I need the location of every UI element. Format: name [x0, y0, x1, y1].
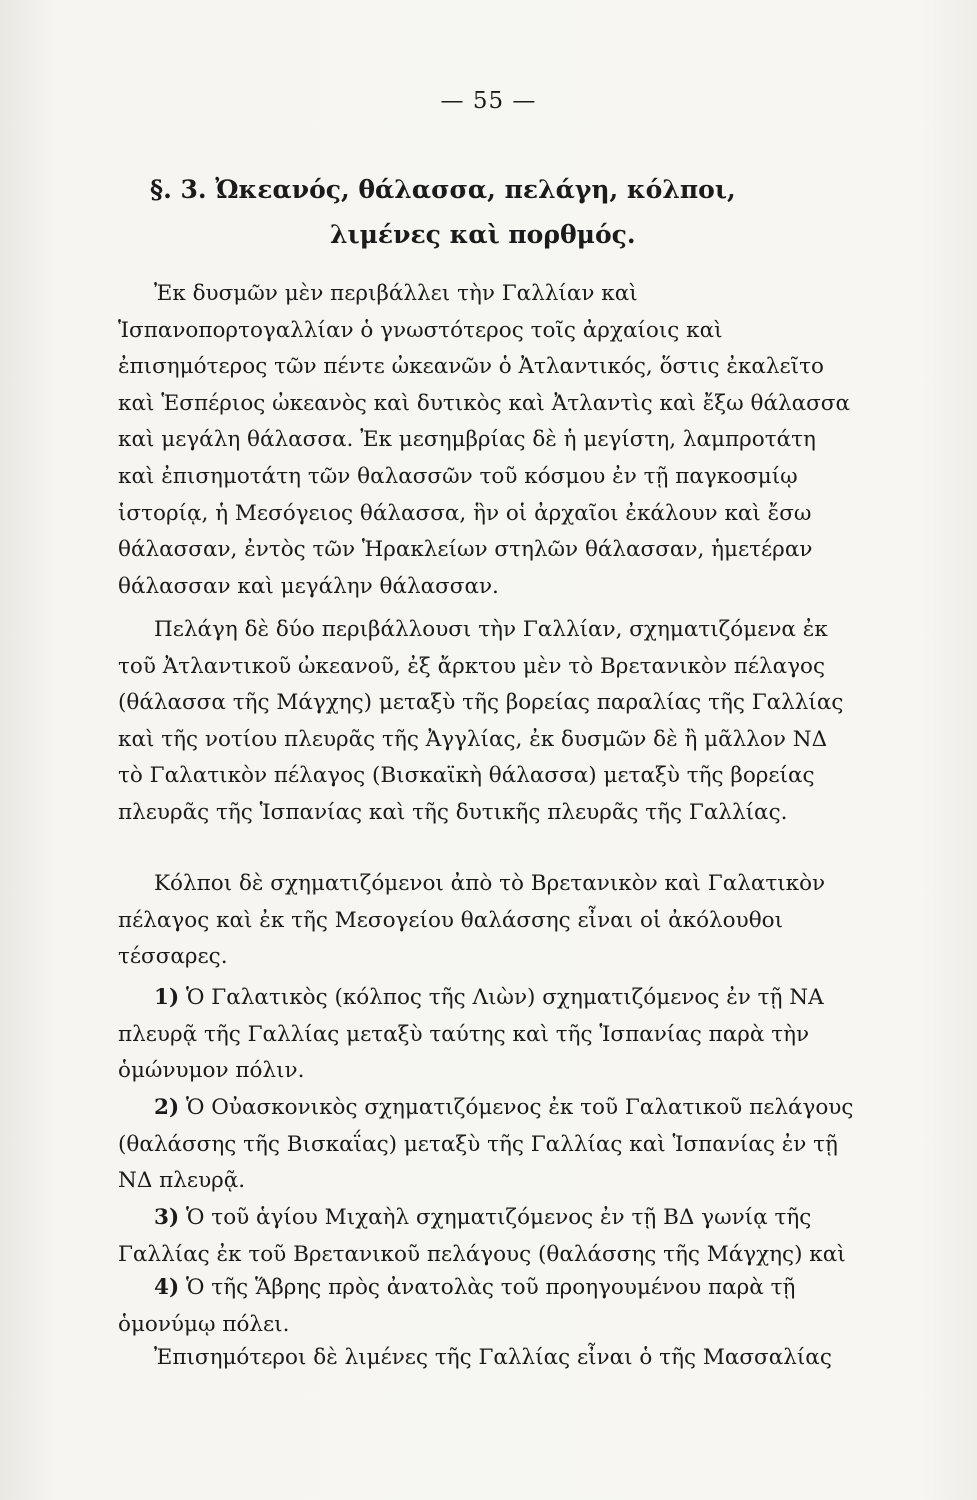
list-item: [118, 1090, 858, 1200]
list-item: [118, 1200, 858, 1273]
page-number: — 55 —: [440, 88, 537, 114]
paragraph-seas: Πελάγη δὲ δύο περιβάλλουσι τὴν Γαλλίαν, σχηματιζόμενα ἐκ τοῦ Ἀτλαντικοῦ ὠκεανοῦ, ἐξ ἄρκτου μὲν τὸ Βρετανικὸν πέλαγος (θάλασσα τῆς Μάγχης) μεταξὺ τῆς βορείας παραλίας τῆς Γαλλίας καὶ τῆς νοτίου πλευρᾶς τῆς Ἀγγλίας, ἐκ δυσμῶν δὲ ἢ μᾶλλον ΝΔ τὸ Γαλατικὸν πέλαγος (Βισκαϊκὴ θάλασσα) μεταξὺ τῆς βορείας πλευρᾶς τῆς Ἱσπανίας καὶ τῆς δυτικῆς πλευρᾶς τῆς Γαλλίας.: [118, 617, 844, 825]
paragraph-oceans: Ἐκ δυσμῶν μὲν περιβάλλει τὴν Γαλλίαν καὶ Ἱσπανοπορτογαλλίαν ὁ γνωστότερος τοῖς ἀρχαίοις καὶ ἐπισημότερος τῶν πέντε ὠκεανῶν ὁ Ἀτλαντικός, ὅστις ἐκαλεῖτο καὶ Ἑσπέριος ὠκεανὸς καὶ δυτικὸς καὶ Ἀτλαντὶς καὶ ἔξω θάλασσα καὶ μεγάλη θάλασσα. Ἐκ μεσημβρίας δὲ ἡ μεγίστη, λαμπροτάτη καὶ ἐπισημοτάτη τῶν θαλασσῶν τοῦ κόσμου ἐν τῇ παγκοσμίῳ ἱστορίᾳ, ἡ Μεσόγειος θάλασσα, ἣν οἱ ἀρχαῖοι ἐκάλουν καὶ ἔσω θάλασσαν, ἐντὸς τῶν Ἡρακλείων στηλῶν θάλασσαν, ἡμετέραν θάλασσαν καὶ μεγάλην θάλασσαν.: [118, 281, 850, 599]
list-item: [118, 1270, 858, 1343]
item-number: 3): [154, 1205, 180, 1230]
item-text: Ὁ τῆς Ἅβρης πρὸς ἀνατολὰς τοῦ προηγουμένου παρὰ τῇ ὁμονύμῳ πόλει.: [118, 1275, 796, 1337]
item-text: Ὁ τοῦ ἁγίου Μιχαὴλ σχηματιζόμενος ἐν τῇ ΒΔ γωνίᾳ τῆς Γαλλίας ἐκ τοῦ Βρετανικοῦ πελάγους (θαλάσσης τῆς Μάγχης) καὶ: [118, 1205, 846, 1267]
section-heading: §. 3. Ὠκεανός, θάλασσα, πελάγη, κόλποι,: [150, 175, 736, 204]
item-text: Ὁ Γαλατικὸς (κόλπος τῆς Λιὼν) σχηματιζόμενος ἐν τῇ ΝΑ πλευρᾷ τῆς Γαλλίας μεταξὺ ταύτης καὶ τῆς Ἱσπανίας παρὰ τὴν ὁμώνυμον πόλιν.: [118, 985, 824, 1084]
item-number: 1): [154, 985, 180, 1010]
paragraph-gulfs: Κόλποι δὲ σχηματιζόμενοι ἀπὸ τὸ Βρετανικὸν καὶ Γαλατικὸν πέλαγος καὶ ἐκ τῆς Μεσογείου θαλάσσης εἶναι οἱ ἀκόλουθοι τέσσαρες.: [118, 871, 826, 970]
item-text: Ὁ Οὐασκονικὸς σχηματιζόμενος ἐκ τοῦ Γαλατικοῦ πελάγους (θαλάσσης τῆς Βισκαΐας) μεταξὺ τῆς Γαλλίας καὶ Ἱσπανίας ἐν τῇ ΝΔ πλευρᾷ.: [118, 1095, 854, 1194]
list-item: [118, 980, 858, 1090]
paragraph-harbors: Ἐπισημότεροι δὲ λιμένες τῆς Γαλλίας εἶναι ὁ τῆς Μασσαλίας: [154, 1345, 832, 1370]
item-number: 2): [154, 1095, 180, 1120]
section-heading-continued: λιμένες καὶ πορθμός.: [330, 220, 636, 249]
item-number: 4): [154, 1275, 180, 1300]
